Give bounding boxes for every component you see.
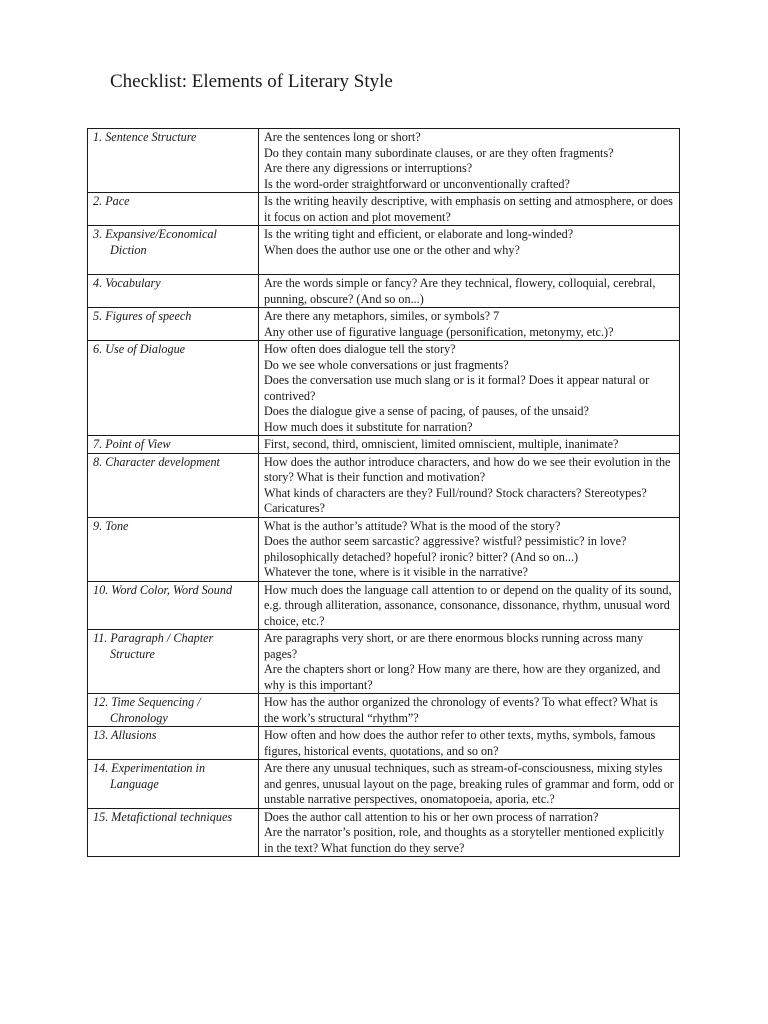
checklist-row — [88, 453, 680, 517]
element-label: 6. Use of Dialogue — [93, 342, 186, 356]
question-text: What is the author’s attitude? What is the mood of the story? — [264, 518, 561, 533]
checklist-row — [88, 436, 680, 454]
question-text: First, second, third, omniscient, limited omniscient, multiple, inanimate? — [264, 437, 619, 451]
element-label-cell — [88, 129, 259, 193]
element-label-cell — [88, 581, 259, 630]
question-text: How often and how does the author refer to other texts, myths, symbols, famous figures, historical events, quotations, and so on? — [264, 728, 656, 758]
element-label: 4. Vocabulary — [93, 276, 161, 290]
question-text: Are there any digressions or interruptions? — [264, 161, 473, 175]
question-text: Is the writing tight and efficient, or elaborate and long-winded? — [264, 227, 574, 241]
questions-cell — [259, 694, 680, 727]
questions-cell — [259, 760, 680, 809]
element-label-cell — [88, 308, 259, 341]
checklist-row — [88, 341, 680, 436]
element-label-cell — [88, 727, 259, 760]
question-text: What kinds of characters are they? Full/round? Stock characters? Stereotypes? Caricatures? — [264, 485, 647, 515]
question-text: Is the word-order straightforward or unconventionally crafted? — [264, 176, 570, 191]
questions-cell — [259, 308, 680, 341]
question-text: Does the author call attention to his or her own process of narration? — [264, 809, 599, 824]
element-label: 10. Word Color, Word Sound — [93, 582, 233, 597]
questions-cell — [259, 453, 680, 517]
question-text: Any other use of figurative language (personification, metonymy, etc.)? — [264, 324, 614, 339]
questions-cell — [259, 436, 680, 454]
element-label: 15. Metafictional techniques — [93, 809, 233, 824]
checklist-body — [88, 129, 680, 857]
questions-cell — [259, 630, 680, 694]
question-text: How has the author organized the chronology of events? To what effect? What is the work’s structural “rhythm”? — [264, 695, 658, 725]
element-label-cell — [88, 436, 259, 454]
question-text: How much does the language call attention to or depend on the quality of its sound, e.g. through alliteration, assonance, consonance, dissonance, rhythm, unusual word choice, etc.? — [264, 582, 672, 628]
checklist-row — [88, 193, 680, 226]
element-label-cell — [88, 193, 259, 226]
checklist-row — [88, 581, 680, 630]
checklist-row — [88, 727, 680, 760]
question-text: Are there any metaphors, similes, or symbols? 7 — [264, 309, 500, 323]
element-label: 7. Point of View — [93, 437, 171, 451]
checklist-row — [88, 226, 680, 275]
questions-cell — [259, 517, 680, 581]
element-label-cell — [88, 453, 259, 517]
element-label: 2. Pace — [93, 194, 130, 208]
questions-cell — [259, 275, 680, 308]
question-text: Are the sentences long or short? — [264, 130, 421, 144]
element-label: 13. Allusions — [93, 728, 157, 742]
question-text: Does the author seem sarcastic? aggressive? wistful? pessimistic? in love? philosophically detached? hopeful? ironic? bitter? (And so on...) — [264, 534, 627, 564]
questions-cell — [259, 226, 680, 275]
element-label: 11. Paragraph / Chapter Structure — [93, 631, 214, 661]
element-label-cell — [88, 341, 259, 436]
questions-cell — [259, 727, 680, 760]
element-label: 1. Sentence Structure — [93, 130, 197, 144]
page-title: Checklist: Elements of Literary Style — [110, 71, 393, 92]
checklist-row — [88, 808, 680, 857]
element-label: 5. Figures of speech — [93, 309, 192, 323]
question-text: Do we see whole conversations or just fragments? — [264, 357, 509, 372]
question-text: Are the chapters short or long? How many are there, how are they organized, and why is this important? — [264, 662, 661, 692]
questions-cell — [259, 129, 680, 193]
element-label-cell — [88, 226, 259, 275]
checklist-row — [88, 694, 680, 727]
question-text: When does the author use one or the other and why? — [264, 242, 520, 257]
element-label-cell — [88, 630, 259, 694]
element-label-cell — [88, 808, 259, 857]
question-text: How much does it substitute for narration? — [264, 419, 473, 434]
checklist-row — [88, 517, 680, 581]
element-label-cell — [88, 275, 259, 308]
question-text: Does the conversation use much slang or is it formal? Does it appear natural or contrived? — [264, 373, 650, 403]
element-label-cell — [88, 517, 259, 581]
element-label-cell — [88, 760, 259, 809]
checklist-row — [88, 760, 680, 809]
element-label-cell — [88, 694, 259, 727]
questions-cell — [259, 193, 680, 226]
question-text: Is the writing heavily descriptive, with emphasis on setting and atmosphere, or does it focus on action and plot movement? — [264, 194, 673, 224]
element-label: 3. Expansive/Economical Diction — [93, 227, 217, 257]
question-text: Does the dialogue give a sense of pacing, of pauses, of the unsaid? — [264, 404, 589, 418]
checklist-row — [88, 630, 680, 694]
question-text: Are there any unusual techniques, such as stream-of-consciousness, mixing styles and genres, unusual layout on the page, breaking rules of grammar and form, odd or unstable narrative perspectives, onomatopoeia, aporia, etc.? — [264, 761, 674, 806]
element-label: 9. Tone — [93, 518, 129, 533]
questions-cell — [259, 341, 680, 436]
question-text: Are paragraphs very short, or are there enormous blocks running across many pages? — [264, 631, 644, 661]
element-label: 8. Character development — [93, 454, 220, 469]
question-text: Whatever the tone, where is it visible in the narrative? — [264, 565, 528, 579]
checklist-table — [87, 128, 680, 857]
checklist-row — [88, 308, 680, 341]
questions-cell — [259, 581, 680, 630]
checklist-row — [88, 275, 680, 308]
checklist-row — [88, 129, 680, 193]
question-text: How often does dialogue tell the story? — [264, 342, 456, 356]
question-text: Are the narrator’s position, role, and thoughts as a storyteller mentioned explicitly in the text? What function do they serve? — [264, 825, 665, 855]
question-text: How does the author introduce characters, and how do we see their evolution in the story? What is their function and motivation? — [264, 454, 671, 484]
question-text: Do they contain many subordinate clauses, or are they often fragments? — [264, 145, 614, 160]
questions-cell — [259, 808, 680, 857]
question-text: Are the words simple or fancy? Are they technical, flowery, colloquial, cerebral, punning, obscure? (And so on...) — [264, 276, 656, 306]
element-label: 12. Time Sequencing / Chronology — [93, 695, 201, 725]
element-label: 14. Experimentation in Language — [93, 761, 206, 791]
